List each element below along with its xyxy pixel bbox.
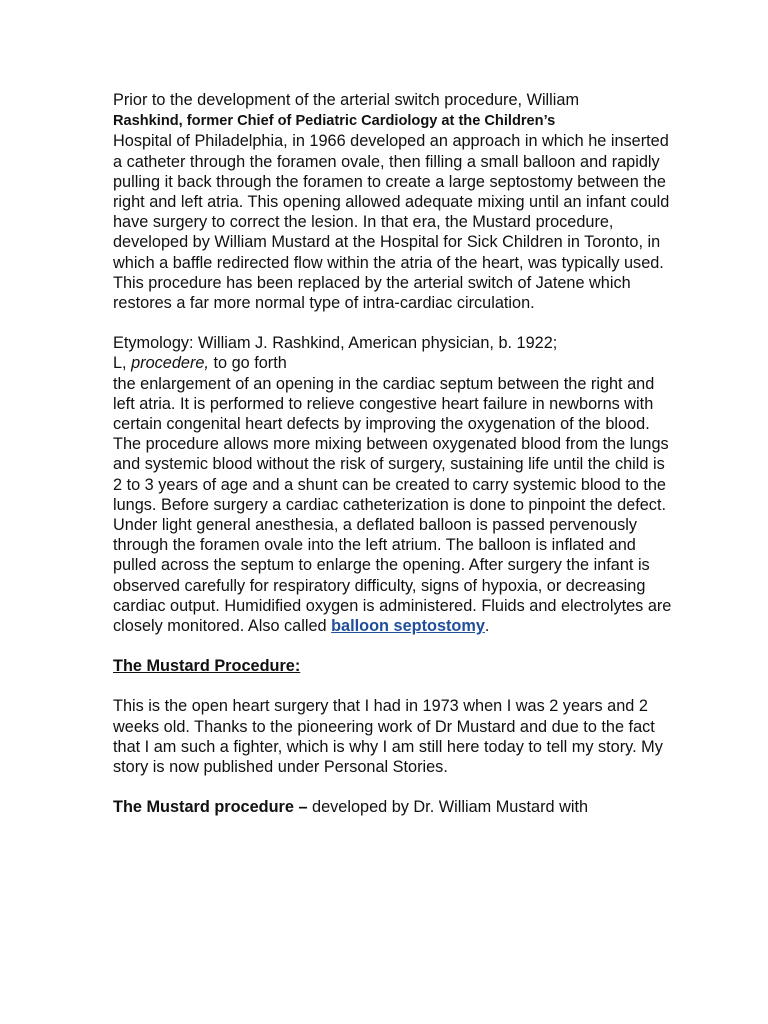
mustard-text: developed by Dr. William Mustard with <box>307 798 589 817</box>
mustard-bold-lead: The Mustard procedure – <box>113 798 308 817</box>
definition-end: . <box>484 617 490 636</box>
intro-line-1: Prior to the development of the arterial switch procedure, William <box>113 91 580 109</box>
etymology-prefix: L, <box>113 354 132 373</box>
balloon-septostomy-link[interactable]: balloon septostomy <box>331 617 485 636</box>
intro-paragraph <box>113 90 673 313</box>
document-page <box>113 90 673 818</box>
definition-text: the enlargement of an opening in the cardiac septum between the right and left atria. It is performed to relieve congestive heart failure in newborns with certain congenital heart defects by improving the oxygenation of the blood. The procedure allows more mixing between oxygenated blood from the lungs and systemic blood without the risk of surgery, sustaining life until the child is 2 to 3 years of age and a shunt can be created to carry systemic blood to the lungs. Before surgery a cardiac catheterization is done to pinpoint the defect. Under light general anesthesia, a deflated balloon is passed pervenously through the foramen ovale into the left atrium. The balloon is inflated and pulled across the septum to enlarge the opening. After surgery the infant is observed carefully for respiratory difficulty, signs of hypoxia, or decreasing cardiac output. Humidified oxygen is administered. Fluids and electrolytes are closely monitored. Also called <box>113 374 672 636</box>
etymology-suffix: to go forth <box>208 354 287 373</box>
personal-paragraph: This is the open heart surgery that I had in 1973 when I was 2 years and 2 weeks old. Thanks to the pioneering work of Dr Mustard and due to the fact that I am such a fighter, which is why I am still here today to tell my story. My story is now published under Personal Stories. <box>113 697 663 777</box>
intro-body: Hospital of Philadelphia, in 1966 developed an approach in which he inserted a catheter through the foramen ovale, then filling a small balloon and rapidly pulling it back through the foramen to create a large septostomy between the right and left atria. This opening allowed adequate mixing until an infant could have surgery to correct the lesion. In that era, the Mustard procedure, developed by William Mustard at the Hospital for Sick Children in Toronto, in which a baffle redirected flow within the atria of the heart, was typically used. This procedure has been replaced by the arterial switch of Jatene which restores a far more normal type of intra-cardiac circulation. <box>113 132 670 313</box>
etymology-latin-word: procedere, <box>131 354 209 373</box>
etymology-paragraph <box>113 333 673 636</box>
intro-bold-line: Rashkind, former Chief of Pediatric Cardiology at the Children’s <box>113 113 556 130</box>
mustard-paragraph <box>113 797 673 817</box>
section-heading: The Mustard Procedure: <box>113 657 301 676</box>
etymology-line: Etymology: William J. Rashkind, American physician, b. 1922; <box>113 334 558 353</box>
